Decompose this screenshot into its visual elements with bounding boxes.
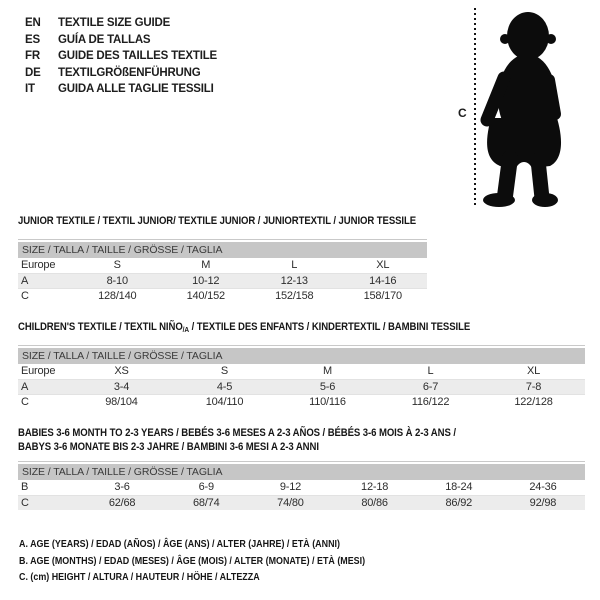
size-cell: 104/110 bbox=[205, 396, 244, 408]
section-title-line: BABYS 3-6 MONATE BIS 2-3 JAHRE / BAMBINI 3-6 MESI A 2-3 ANNI bbox=[18, 441, 319, 453]
size-cell: 128/140 bbox=[98, 290, 137, 302]
height-dotted-line bbox=[474, 8, 476, 208]
size-cell: L bbox=[291, 259, 298, 271]
legend-line: B. AGE (MONTHS) / EDAD (MESES) / ÂGE (MOIS) / ALTER (MONATE) / ETÀ (MESI) bbox=[19, 554, 366, 567]
size-cell: 3-6 bbox=[114, 481, 130, 493]
table-row bbox=[18, 495, 585, 510]
size-cell: 110/116 bbox=[309, 396, 346, 408]
size-cell: 14-16 bbox=[369, 275, 397, 287]
row-label: C bbox=[21, 497, 29, 509]
row-label: C bbox=[21, 290, 29, 302]
size-cell: M bbox=[323, 365, 332, 377]
language-row bbox=[25, 65, 217, 82]
size-cell: 5-6 bbox=[319, 381, 336, 393]
section-title-block bbox=[18, 426, 585, 454]
table-row bbox=[18, 394, 585, 409]
language-row bbox=[25, 48, 217, 65]
language-label: GUÍA DE TALLAS bbox=[58, 33, 151, 46]
size-cell: 24-36 bbox=[529, 481, 557, 493]
language-title-list bbox=[25, 15, 217, 98]
row-label: A bbox=[21, 275, 29, 287]
section-title-line: JUNIOR TEXTILE / TEXTIL JUNIOR/ TEXTILE JUNIOR / JUNIORTEXTIL / JUNIOR TESSILE bbox=[18, 215, 417, 227]
height-measure-label: C bbox=[458, 106, 467, 120]
language-label: TEXTILGRÖßENFÜHRUNG bbox=[58, 66, 201, 79]
size-cell: 116/122 bbox=[411, 396, 450, 408]
measurement-legend bbox=[19, 536, 426, 586]
language-row bbox=[25, 15, 217, 32]
language-label: GUIDE DES TAILLES TEXTILE bbox=[58, 50, 217, 62]
size-cell: 3-4 bbox=[113, 381, 130, 393]
size-cell: 86/92 bbox=[445, 497, 473, 509]
size-cell: 80/86 bbox=[361, 497, 388, 509]
table-row bbox=[18, 364, 585, 379]
size-cell: XL bbox=[376, 259, 390, 271]
size-cell: 9-12 bbox=[279, 481, 302, 493]
section-junior-textile bbox=[18, 214, 427, 303]
size-cell: 8-10 bbox=[106, 275, 128, 287]
language-code: FR bbox=[25, 50, 40, 62]
legend-line: C. (cm) HEIGHT / ALTURA / HAUTEUR / HÖHE / ALTEZZA bbox=[19, 571, 260, 583]
size-cell: 140/152 bbox=[186, 290, 225, 302]
language-code: EN bbox=[25, 17, 41, 29]
title-text: CHILDREN'S TEXTILE / TEXTIL NIÑO bbox=[18, 321, 183, 333]
size-cell: 74/80 bbox=[277, 497, 304, 509]
table-top-rule bbox=[18, 461, 585, 462]
size-cell: 10-12 bbox=[192, 275, 220, 287]
language-code: ES bbox=[25, 33, 40, 46]
language-row bbox=[25, 32, 217, 49]
size-cell: L bbox=[427, 365, 434, 377]
size-cell: 6-9 bbox=[198, 481, 214, 493]
row-label: A bbox=[21, 381, 29, 393]
section-childrens-textile bbox=[18, 320, 585, 409]
section-title-block bbox=[18, 214, 427, 228]
legend-line: A. AGE (YEARS) / EDAD (AÑOS) / ÂGE (ANS) / ALTER (JAHRE) / ETÀ (ANNI) bbox=[19, 538, 340, 550]
baby-silhouette-icon bbox=[478, 6, 570, 208]
title-subscript: /A bbox=[182, 325, 190, 334]
size-cell: XL bbox=[526, 365, 541, 377]
section-title-line bbox=[18, 320, 511, 337]
size-cell: 122/128 bbox=[514, 396, 553, 408]
size-cell: 152/158 bbox=[275, 290, 314, 302]
section-title-block bbox=[18, 320, 585, 337]
size-cell: 158/170 bbox=[363, 290, 402, 302]
table-row bbox=[18, 480, 585, 495]
table-row bbox=[18, 379, 585, 394]
size-cell: 92/98 bbox=[529, 497, 557, 509]
size-cell: S bbox=[220, 365, 229, 377]
title-text: / TEXTILE DES ENFANTS / KINDERTEXTIL / BAMBINI TESSILE bbox=[189, 321, 471, 333]
language-code: IT bbox=[25, 83, 35, 95]
table-row bbox=[18, 258, 427, 273]
language-label: GUIDA ALLE TAGLIE TESSILI bbox=[58, 83, 214, 95]
row-label: B bbox=[21, 481, 29, 493]
section-babies-textile bbox=[18, 426, 585, 510]
size-cell: 4-5 bbox=[216, 381, 233, 393]
table-top-rule bbox=[18, 239, 427, 240]
row-label: C bbox=[21, 396, 29, 408]
size-cell: 7-8 bbox=[525, 381, 542, 393]
size-cell: 12-18 bbox=[361, 481, 389, 493]
section-title-line: BABIES 3-6 MONTH TO 2-3 YEARS / BEBÉS 3-6 MESES A 2-3 AÑOS / BÉBÉS 3-6 MOIS À 2-3 ANS / bbox=[18, 427, 456, 439]
size-cell: 18-24 bbox=[445, 481, 473, 493]
size-cell: 98/104 bbox=[105, 396, 138, 408]
size-cell: S bbox=[113, 259, 121, 271]
row-label: Europe bbox=[21, 259, 56, 271]
row-label: Europe bbox=[21, 365, 56, 377]
table-row bbox=[18, 273, 427, 288]
size-cell: M bbox=[201, 259, 211, 271]
table-size-header: SIZE / TALLA / TAILLE / GRÖSSE / TAGLIA bbox=[18, 348, 585, 364]
size-cell: 68/74 bbox=[192, 497, 220, 509]
size-cell: 62/68 bbox=[108, 497, 136, 509]
table-size-header: SIZE / TALLA / TAILLE / GRÖSSE / TAGLIA bbox=[18, 242, 427, 258]
table-row bbox=[18, 288, 427, 303]
language-code: DE bbox=[25, 66, 41, 79]
size-cell: 6-7 bbox=[422, 381, 439, 393]
language-label: TEXTILE SIZE GUIDE bbox=[58, 17, 171, 29]
table-size-header: SIZE / TALLA / TAILLE / GRÖSSE / TAGLIA bbox=[18, 464, 585, 480]
size-cell: XS bbox=[114, 365, 129, 377]
language-row bbox=[25, 81, 217, 98]
size-cell: 12-13 bbox=[280, 275, 308, 287]
table-top-rule bbox=[18, 345, 585, 346]
